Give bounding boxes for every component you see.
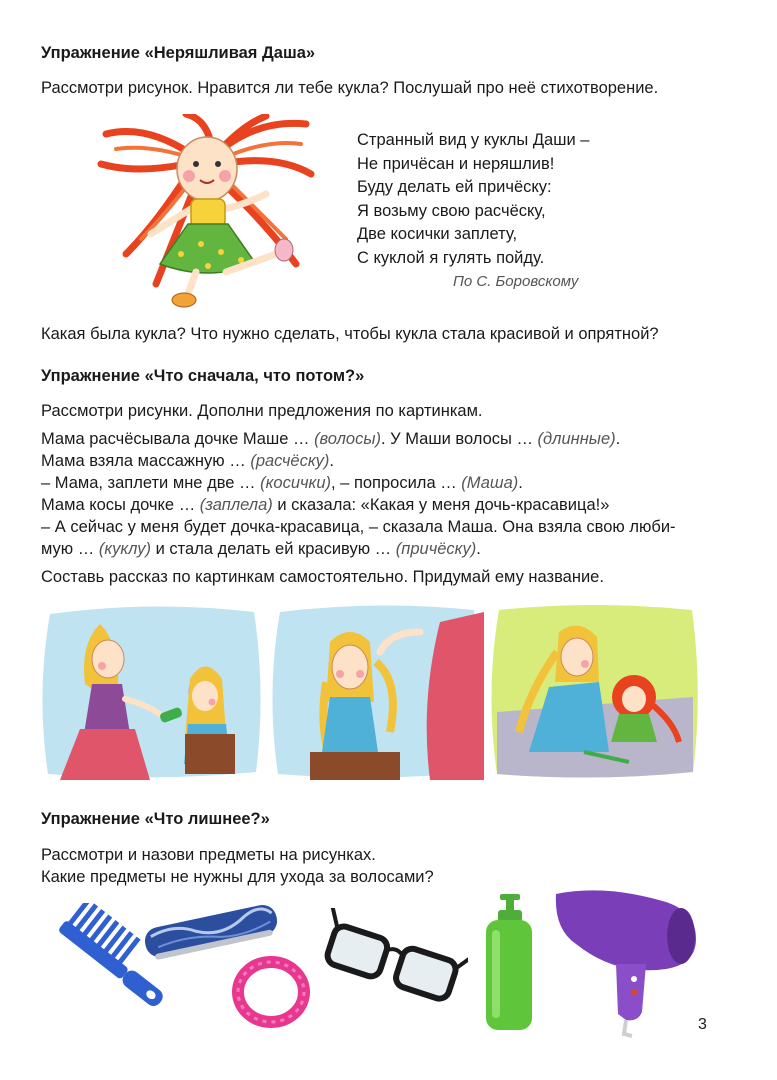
poem-line: Буду делать ей причёску:	[357, 178, 552, 196]
doll-illustration	[96, 114, 318, 310]
glasses-icon	[318, 908, 468, 1018]
exercise2-task: Составь рассказ по картинкам самостоятельно. Придумай ему название.	[41, 568, 604, 586]
text-line: – А сейчас у меня будет дочка-красавица, – сказала Маша. Она взяла свою люби-	[41, 518, 676, 536]
exercise2-heading: Упражнение «Что сначала, что потом?»	[41, 367, 365, 385]
story-picture-3	[489, 602, 702, 780]
exercise3-line2: Какие предметы не нужны для ухода за волосами?	[41, 868, 434, 886]
text-line: – Мама, заплети мне две … (косички), – попросила … (Маша).	[41, 474, 523, 492]
exercise3-line1: Рассмотри и назови предметы на рисунках.	[41, 846, 376, 864]
poem-line: Не причёсан и неряшлив!	[357, 154, 555, 173]
text-line: мую … (куклу) и стала делать ей красивую … (причёску).	[41, 540, 481, 558]
exercise1-heading: Упражнение «Неряшливая Даша»	[41, 44, 316, 62]
poem-line: С куклой я гулять пойду.	[357, 248, 545, 267]
hair-dryer-icon	[546, 884, 706, 1044]
poem-line: Две косички заплету,	[357, 225, 518, 243]
exercise1-intro: Рассмотри рисунок. Нравится ли тебе кукла? Послушай про неё стихотворение.	[41, 79, 659, 97]
poem-line: Я возьму свою расчёску,	[357, 201, 546, 220]
text-line: Мама косы дочке … (заплела) и сказала: «Какая у меня дочь-красавица!»	[41, 496, 610, 514]
shampoo-bottle-icon	[480, 892, 538, 1032]
exercise2-intro: Рассмотри рисунки. Дополни предложения по картинкам.	[41, 402, 483, 420]
poem-author: По С. Боровскому	[453, 273, 579, 290]
exercise3-heading: Упражнение «Что лишнее?»	[41, 810, 270, 828]
poem-line: Странный вид у куклы Даши –	[357, 131, 590, 149]
text-line: Мама расчёсывала дочке Маше … (волосы). У Маши волосы … (длинные).	[41, 430, 621, 448]
page-number: 3	[698, 1016, 707, 1033]
exercise2-text	[41, 428, 741, 560]
poem	[357, 129, 589, 270]
story-picture-1	[40, 604, 264, 780]
hair-tie-icon	[232, 956, 310, 1028]
exercise1-question: Какая была кукла? Что нужно сделать, чтобы кукла стала красивой и опрятной?	[41, 325, 659, 343]
text-line: Мама взяла массажную … (расчёску).	[41, 452, 334, 470]
story-picture-2	[270, 602, 484, 780]
